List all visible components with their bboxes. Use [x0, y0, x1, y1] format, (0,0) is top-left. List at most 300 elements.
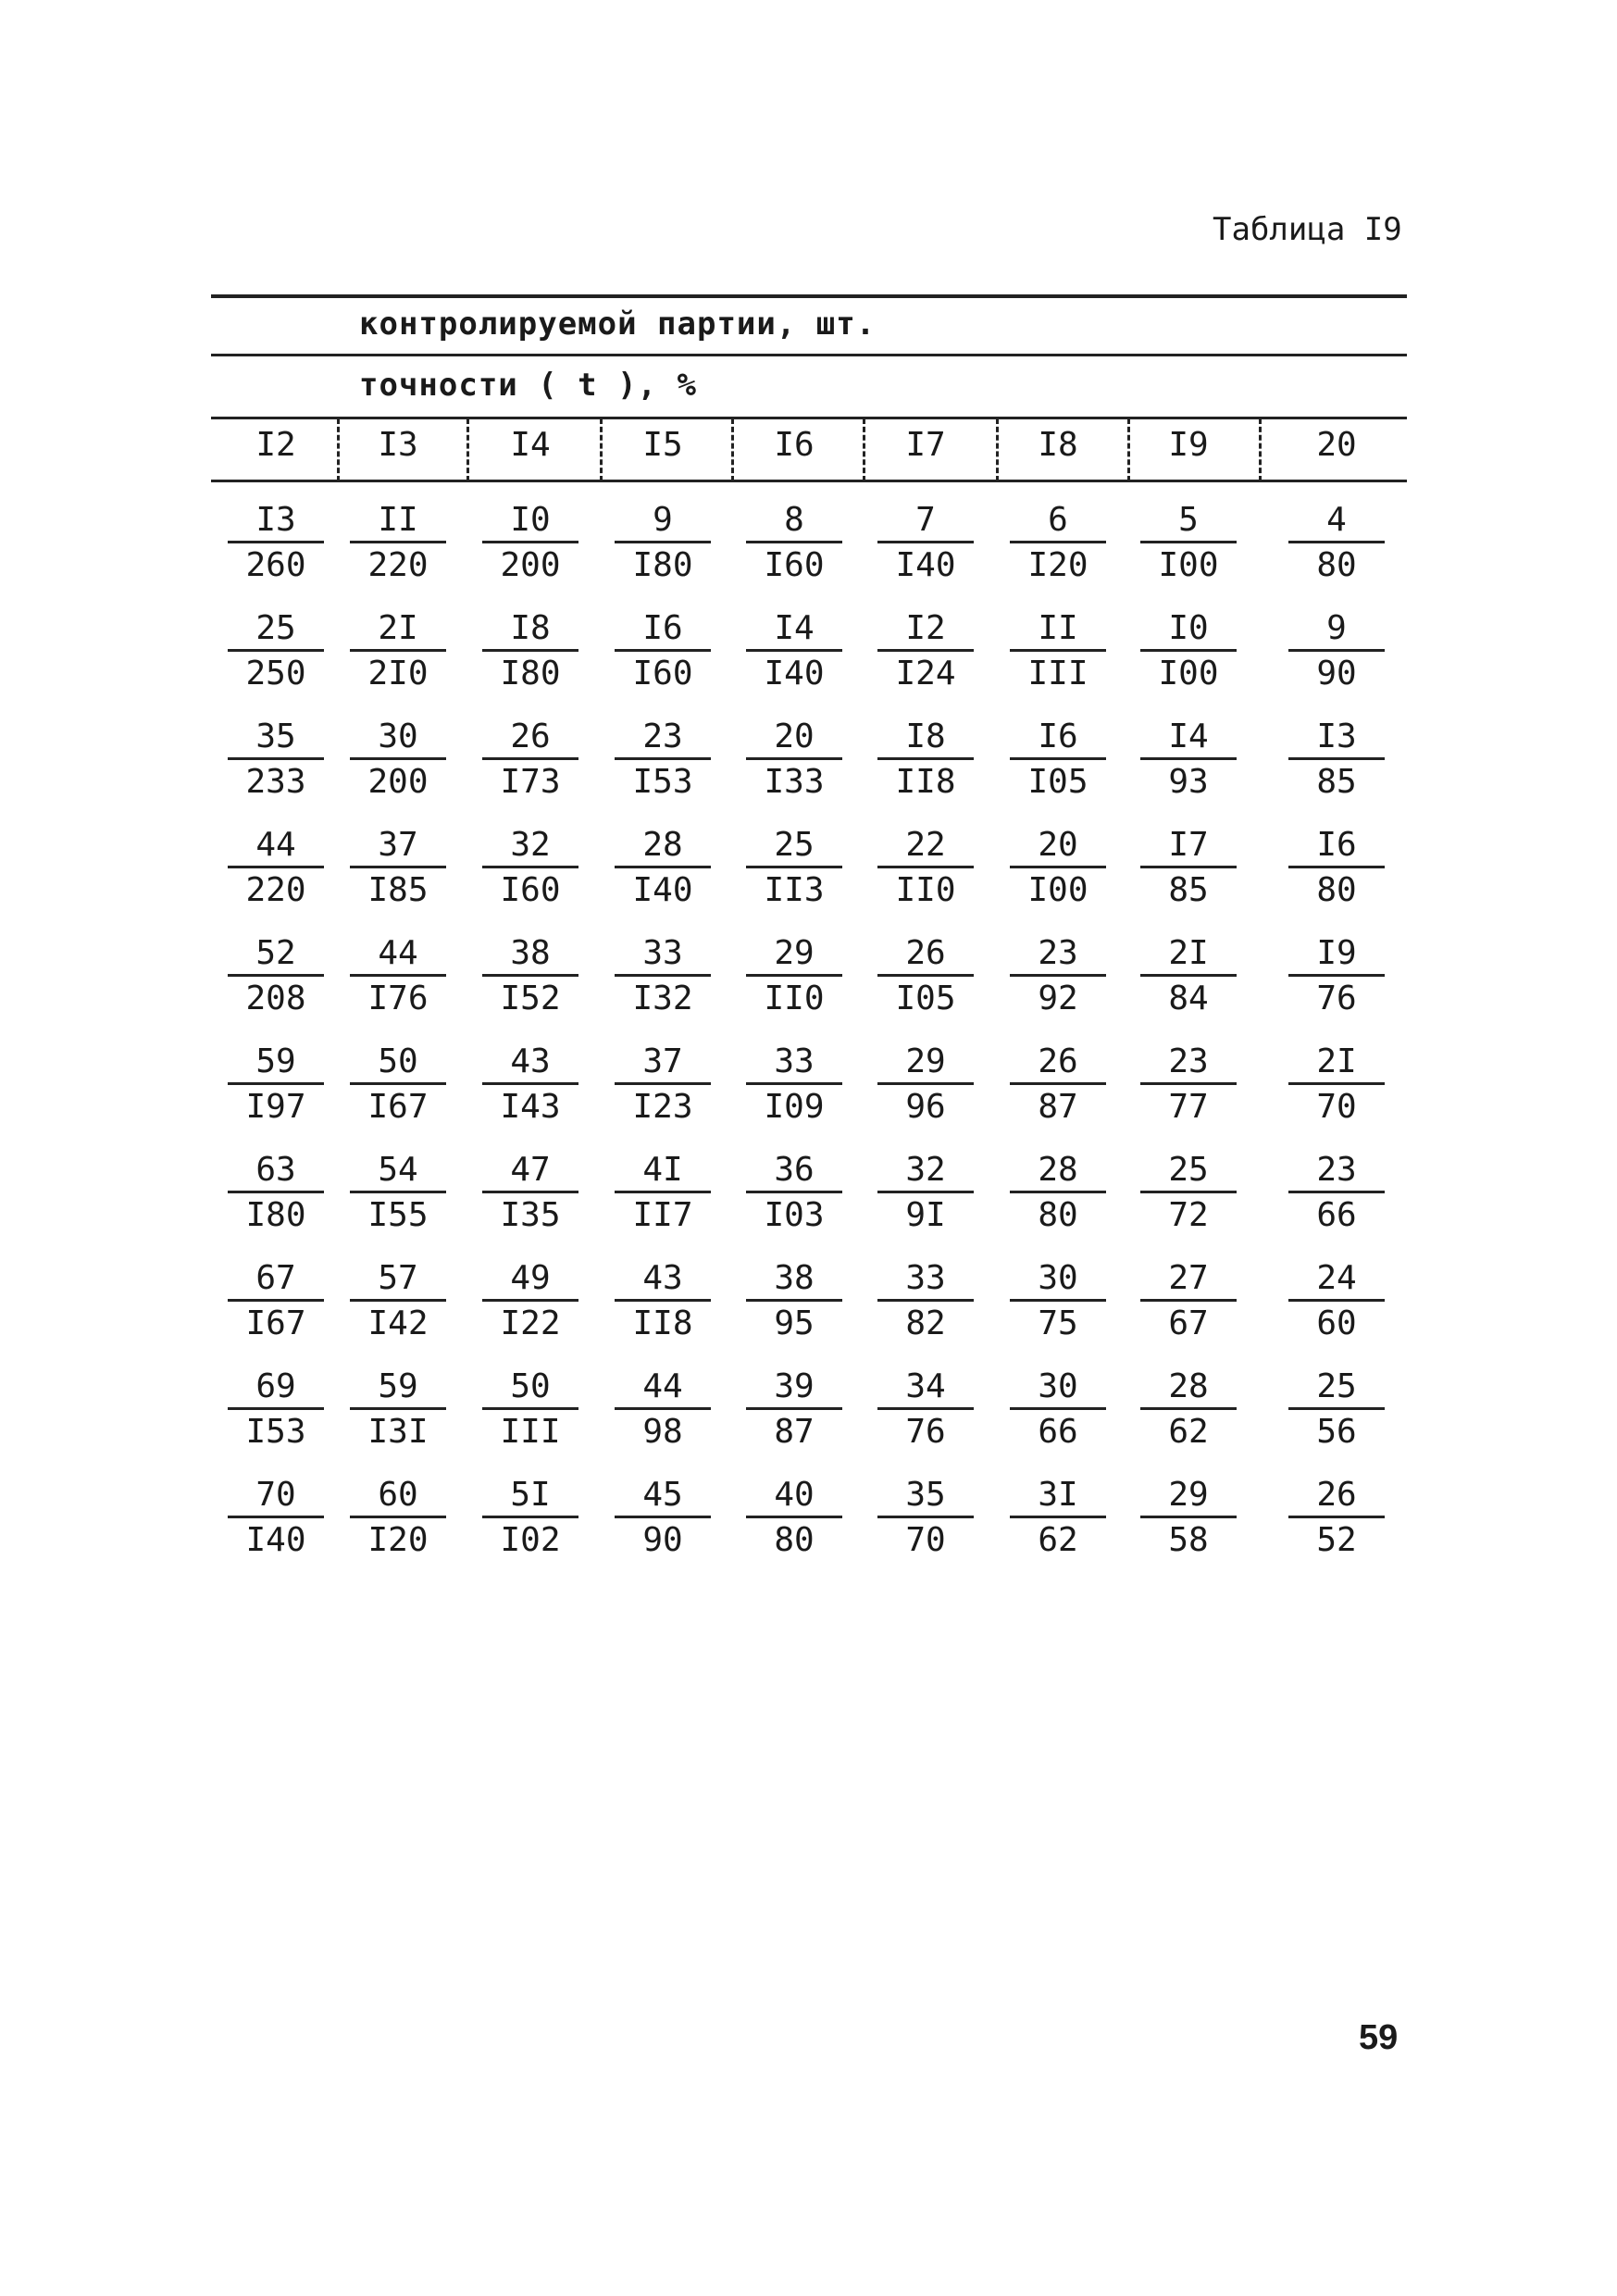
table-cell	[1282, 1258, 1391, 1344]
fraction-bar	[877, 1191, 974, 1193]
cell-bottom-value: I76	[367, 980, 429, 1017]
table-cell	[1134, 1042, 1243, 1128]
cell-top-value: 29	[905, 1042, 946, 1080]
cell-top-value: 43	[510, 1042, 551, 1080]
cell-top-value: I6	[1316, 826, 1357, 864]
fraction-bar	[746, 757, 842, 760]
table-cell	[476, 1258, 585, 1344]
header-bottom-rule	[211, 480, 1407, 482]
fraction-bar	[1140, 757, 1237, 760]
cell-top-value: 33	[774, 1042, 815, 1080]
table-cell	[343, 1366, 453, 1453]
cell-bottom-value: I22	[500, 1304, 561, 1342]
cell-top-value: 2I	[1168, 934, 1209, 972]
cell-top-value: 37	[642, 1042, 683, 1080]
cell-bottom-value: I3I	[367, 1413, 429, 1451]
table-cell	[740, 717, 849, 803]
table-cell	[1134, 1258, 1243, 1344]
fraction-bar	[350, 1407, 446, 1410]
fraction-bar	[350, 866, 446, 868]
cell-bottom-value: 80	[1038, 1196, 1078, 1234]
fraction-bar	[746, 541, 842, 543]
cell-bottom-value: 9I	[905, 1196, 946, 1234]
cell-bottom-value: 80	[1316, 871, 1357, 909]
cell-top-value: 22	[905, 826, 946, 864]
cell-bottom-value: I52	[500, 980, 561, 1017]
cell-bottom-value: I00	[1158, 655, 1219, 693]
fraction-bar	[1140, 1191, 1237, 1193]
cell-top-value: 30	[1038, 1259, 1078, 1297]
table-cell	[740, 608, 849, 694]
cell-bottom-value: 95	[774, 1304, 815, 1342]
fraction-bar	[1140, 1407, 1237, 1410]
table-cell	[343, 1150, 453, 1236]
cell-bottom-value: 2I0	[367, 655, 429, 693]
table-cell	[476, 825, 585, 911]
fraction-bar	[1010, 541, 1106, 543]
fraction-bar	[482, 974, 578, 977]
cell-top-value: 5I	[510, 1476, 551, 1514]
cell-bottom-value: II0	[764, 980, 825, 1017]
fraction-bar	[746, 974, 842, 977]
cell-bottom-value: 93	[1168, 763, 1209, 801]
fraction-bar	[228, 1516, 324, 1518]
cell-bottom-value: 62	[1168, 1413, 1209, 1451]
cell-top-value: 59	[378, 1367, 418, 1405]
fraction-bar	[615, 866, 711, 868]
fraction-bar	[482, 757, 578, 760]
header-line-2: точности ( t ), %	[359, 367, 697, 404]
cell-top-value: I8	[510, 609, 551, 647]
cell-top-value: 23	[1316, 1151, 1357, 1189]
cell-top-value: II	[1038, 609, 1078, 647]
table-top-rule	[211, 294, 1407, 298]
cell-top-value: 49	[510, 1259, 551, 1297]
table-cell	[871, 1042, 980, 1128]
header-rule-2	[211, 417, 1407, 419]
cell-bottom-value: II8	[895, 763, 956, 801]
cell-bottom-value: 76	[905, 1413, 946, 1451]
table-cell	[1003, 717, 1113, 803]
cell-bottom-value: I67	[367, 1088, 429, 1126]
column-header: I3	[378, 426, 418, 464]
table-cell	[608, 1258, 717, 1344]
table-cell	[1134, 825, 1243, 911]
fraction-bar	[350, 1191, 446, 1193]
fraction-bar	[877, 974, 974, 977]
cell-bottom-value: I40	[764, 655, 825, 693]
cell-top-value: II	[378, 501, 418, 539]
fraction-bar	[746, 1082, 842, 1085]
cell-top-value: I4	[1168, 718, 1209, 755]
table-cell	[740, 825, 849, 911]
cell-bottom-value: I05	[895, 980, 956, 1017]
cell-bottom-value: I40	[632, 871, 693, 909]
table-cell	[740, 1366, 849, 1453]
fraction-bar	[1010, 1299, 1106, 1302]
table-cell	[740, 1475, 849, 1561]
fraction-bar	[1010, 1516, 1106, 1518]
table-cell	[476, 1150, 585, 1236]
cell-top-value: 2I	[1316, 1042, 1357, 1080]
cell-top-value: 69	[255, 1367, 296, 1405]
cell-top-value: 25	[1316, 1367, 1357, 1405]
cell-top-value: I3	[255, 501, 296, 539]
cell-top-value: I8	[905, 718, 946, 755]
fraction-bar	[482, 1299, 578, 1302]
cell-top-value: 37	[378, 826, 418, 864]
cell-top-value: 70	[255, 1476, 296, 1514]
table-cell	[1282, 825, 1391, 911]
cell-top-value: 39	[774, 1367, 815, 1405]
table-cell	[1282, 608, 1391, 694]
column-header: 20	[1316, 426, 1357, 464]
cell-top-value: I4	[774, 609, 815, 647]
table-cell	[871, 1150, 980, 1236]
cell-bottom-value: I60	[764, 546, 825, 584]
cell-bottom-value: 220	[367, 546, 429, 584]
fraction-bar	[1140, 866, 1237, 868]
cell-bottom-value: 80	[774, 1521, 815, 1559]
cell-top-value: I9	[1316, 934, 1357, 972]
cell-top-value: I7	[1168, 826, 1209, 864]
cell-bottom-value: 62	[1038, 1521, 1078, 1559]
cell-top-value: 28	[1038, 1151, 1078, 1189]
cell-bottom-value: 66	[1316, 1196, 1357, 1234]
cell-top-value: 45	[642, 1476, 683, 1514]
table-cell	[871, 1366, 980, 1453]
fraction-bar	[877, 1299, 974, 1302]
fraction-bar	[1140, 649, 1237, 652]
cell-bottom-value: I67	[245, 1304, 306, 1342]
cell-top-value: 47	[510, 1151, 551, 1189]
cell-bottom-value: 52	[1316, 1521, 1357, 1559]
fraction-bar	[350, 649, 446, 652]
cell-top-value: 29	[1168, 1476, 1209, 1514]
cell-top-value: 52	[255, 934, 296, 972]
fraction-bar	[877, 1082, 974, 1085]
fraction-bar	[350, 541, 446, 543]
cell-top-value: 34	[905, 1367, 946, 1405]
fraction-bar	[746, 1516, 842, 1518]
table-cell	[1282, 933, 1391, 1019]
cell-bottom-value: 233	[245, 763, 306, 801]
cell-bottom-value: II3	[764, 871, 825, 909]
table-cell	[871, 500, 980, 586]
table-cell	[871, 825, 980, 911]
table-cell	[1134, 717, 1243, 803]
table-title: Таблица I9	[1213, 211, 1402, 248]
table-cell	[221, 1366, 330, 1453]
cell-top-value: 43	[642, 1259, 683, 1297]
table-cell	[608, 933, 717, 1019]
cell-top-value: 63	[255, 1151, 296, 1189]
table-cell	[608, 1150, 717, 1236]
fraction-bar	[350, 974, 446, 977]
table-cell	[1134, 1475, 1243, 1561]
table-cell	[608, 1042, 717, 1128]
cell-bottom-value: 77	[1168, 1088, 1209, 1126]
fraction-bar	[877, 866, 974, 868]
table-cell	[1282, 717, 1391, 803]
table-cell	[1003, 1042, 1113, 1128]
fraction-bar	[746, 866, 842, 868]
table-cell	[343, 825, 453, 911]
cell-bottom-value: 200	[367, 763, 429, 801]
cell-bottom-value: I73	[500, 763, 561, 801]
cell-top-value: 32	[905, 1151, 946, 1189]
fraction-bar	[615, 757, 711, 760]
fraction-bar	[228, 757, 324, 760]
fraction-bar	[350, 1516, 446, 1518]
cell-top-value: 7	[915, 501, 936, 539]
fraction-bar	[1010, 1407, 1106, 1410]
fraction-bar	[1010, 757, 1106, 760]
cell-top-value: 28	[642, 826, 683, 864]
cell-bottom-value: 75	[1038, 1304, 1078, 1342]
cell-bottom-value: 70	[1316, 1088, 1357, 1126]
cell-top-value: 59	[255, 1042, 296, 1080]
column-header: I4	[510, 426, 551, 464]
cell-bottom-value: I97	[245, 1088, 306, 1126]
fraction-bar	[1288, 974, 1385, 977]
cell-bottom-value: 260	[245, 546, 306, 584]
cell-top-value: I3	[1316, 718, 1357, 755]
cell-bottom-value: III	[1027, 655, 1088, 693]
cell-top-value: 40	[774, 1476, 815, 1514]
table-cell	[343, 1042, 453, 1128]
table-cell	[740, 1150, 849, 1236]
cell-top-value: 30	[378, 718, 418, 755]
fraction-bar	[228, 1407, 324, 1410]
cell-top-value: 2I	[378, 609, 418, 647]
table-cell	[476, 1366, 585, 1453]
cell-top-value: I0	[1168, 609, 1209, 647]
fraction-bar	[482, 1191, 578, 1193]
table-cell	[221, 1258, 330, 1344]
fraction-bar	[1010, 974, 1106, 977]
cell-top-value: 30	[1038, 1367, 1078, 1405]
fraction-bar	[1288, 757, 1385, 760]
cell-bottom-value: I05	[1027, 763, 1088, 801]
page-number: 59	[1359, 2018, 1399, 2057]
cell-bottom-value: I60	[500, 871, 561, 909]
cell-bottom-value: I80	[632, 546, 693, 584]
cell-top-value: 38	[774, 1259, 815, 1297]
table-cell	[343, 608, 453, 694]
column-header: I2	[255, 426, 296, 464]
table-cell	[476, 717, 585, 803]
cell-top-value: 38	[510, 934, 551, 972]
cell-bottom-value: 200	[500, 546, 561, 584]
table-cell	[221, 1150, 330, 1236]
cell-bottom-value: 220	[245, 871, 306, 909]
cell-bottom-value: I00	[1027, 871, 1088, 909]
cell-bottom-value: I60	[632, 655, 693, 693]
table-cell	[1003, 500, 1113, 586]
table-cell	[871, 1258, 980, 1344]
cell-bottom-value: 60	[1316, 1304, 1357, 1342]
fraction-bar	[228, 1299, 324, 1302]
fraction-bar	[1140, 974, 1237, 977]
cell-top-value: 57	[378, 1259, 418, 1297]
fraction-bar	[482, 866, 578, 868]
table-cell	[871, 1475, 980, 1561]
column-separator	[337, 418, 340, 481]
cell-bottom-value: I03	[764, 1196, 825, 1234]
fraction-bar	[1140, 1082, 1237, 1085]
fraction-bar	[615, 649, 711, 652]
cell-bottom-value: I32	[632, 980, 693, 1017]
cell-top-value: 25	[255, 609, 296, 647]
cell-top-value: I6	[1038, 718, 1078, 755]
cell-top-value: 5	[1178, 501, 1199, 539]
cell-bottom-value: I53	[632, 763, 693, 801]
cell-bottom-value: 58	[1168, 1521, 1209, 1559]
column-separator	[731, 418, 734, 481]
table-cell	[1134, 608, 1243, 694]
cell-bottom-value: 87	[1038, 1088, 1078, 1126]
cell-top-value: 23	[1168, 1042, 1209, 1080]
fraction-bar	[1140, 1299, 1237, 1302]
fraction-bar	[1288, 1407, 1385, 1410]
fraction-bar	[1288, 1516, 1385, 1518]
column-header: I8	[1038, 426, 1078, 464]
fraction-bar	[228, 541, 324, 543]
cell-top-value: 25	[1168, 1151, 1209, 1189]
cell-bottom-value: 72	[1168, 1196, 1209, 1234]
cell-bottom-value: 82	[905, 1304, 946, 1342]
table-cell	[221, 1475, 330, 1561]
cell-top-value: 25	[774, 826, 815, 864]
fraction-bar	[1288, 1299, 1385, 1302]
fraction-bar	[615, 1516, 711, 1518]
fraction-bar	[482, 541, 578, 543]
cell-top-value: 4	[1326, 501, 1347, 539]
fraction-bar	[1010, 649, 1106, 652]
cell-bottom-value: II8	[632, 1304, 693, 1342]
cell-top-value: 35	[905, 1476, 946, 1514]
cell-top-value: 44	[378, 934, 418, 972]
table-cell	[608, 1475, 717, 1561]
cell-bottom-value: 67	[1168, 1304, 1209, 1342]
cell-top-value: 29	[774, 934, 815, 972]
table-cell	[608, 717, 717, 803]
table-cell	[476, 500, 585, 586]
cell-bottom-value: 92	[1038, 980, 1078, 1017]
column-separator	[600, 418, 603, 481]
table-cell	[740, 1258, 849, 1344]
fraction-bar	[1288, 866, 1385, 868]
cell-top-value: 26	[1038, 1042, 1078, 1080]
cell-top-value: 26	[510, 718, 551, 755]
cell-top-value: 44	[255, 826, 296, 864]
fraction-bar	[228, 974, 324, 977]
cell-top-value: 20	[774, 718, 815, 755]
table-cell	[1282, 1366, 1391, 1453]
table-cell	[221, 825, 330, 911]
table-cell	[1003, 825, 1113, 911]
cell-top-value: 35	[255, 718, 296, 755]
fraction-bar	[615, 1407, 711, 1410]
fraction-bar	[746, 1191, 842, 1193]
table-cell	[1282, 1150, 1391, 1236]
cell-bottom-value: 90	[1316, 655, 1357, 693]
cell-top-value: 9	[653, 501, 673, 539]
cell-bottom-value: I43	[500, 1088, 561, 1126]
table-cell	[1003, 1366, 1113, 1453]
column-header: I5	[642, 426, 683, 464]
fraction-bar	[615, 1299, 711, 1302]
fraction-bar	[482, 1407, 578, 1410]
fraction-bar	[1010, 1191, 1106, 1193]
table-cell	[608, 608, 717, 694]
cell-top-value: 60	[378, 1476, 418, 1514]
fraction-bar	[877, 541, 974, 543]
cell-bottom-value: 85	[1316, 763, 1357, 801]
fraction-bar	[228, 866, 324, 868]
cell-bottom-value: I80	[245, 1196, 306, 1234]
cell-bottom-value: 84	[1168, 980, 1209, 1017]
fraction-bar	[615, 1082, 711, 1085]
table-cell	[221, 717, 330, 803]
cell-bottom-value: I85	[367, 871, 429, 909]
table-cell	[221, 1042, 330, 1128]
fraction-bar	[1010, 1082, 1106, 1085]
table-cell	[476, 1042, 585, 1128]
column-separator	[466, 418, 469, 481]
fraction-bar	[1288, 649, 1385, 652]
table-cell	[608, 500, 717, 586]
table-cell	[1134, 1150, 1243, 1236]
table-cell	[476, 933, 585, 1019]
cell-top-value: 50	[510, 1367, 551, 1405]
table-cell	[1282, 1042, 1391, 1128]
table-cell	[1282, 500, 1391, 586]
cell-top-value: 9	[1326, 609, 1347, 647]
cell-top-value: 32	[510, 826, 551, 864]
fraction-bar	[746, 649, 842, 652]
table-cell	[343, 717, 453, 803]
table-cell	[343, 933, 453, 1019]
cell-top-value: 23	[642, 718, 683, 755]
cell-top-value: 36	[774, 1151, 815, 1189]
table-cell	[1134, 1366, 1243, 1453]
fraction-bar	[350, 1082, 446, 1085]
column-separator	[863, 418, 865, 481]
table-cell	[1003, 933, 1113, 1019]
cell-bottom-value: 80	[1316, 546, 1357, 584]
cell-bottom-value: I24	[895, 655, 956, 693]
cell-bottom-value: III	[500, 1413, 561, 1451]
table-cell	[343, 1475, 453, 1561]
column-separator	[1127, 418, 1130, 481]
cell-bottom-value: II7	[632, 1196, 693, 1234]
table-cell	[740, 933, 849, 1019]
cell-bottom-value: I00	[1158, 546, 1219, 584]
table-cell	[1003, 1475, 1113, 1561]
fraction-bar	[877, 757, 974, 760]
cell-bottom-value: 76	[1316, 980, 1357, 1017]
fraction-bar	[877, 649, 974, 652]
table-cell	[1134, 500, 1243, 586]
cell-top-value: 4I	[642, 1151, 683, 1189]
cell-bottom-value: 98	[642, 1413, 683, 1451]
column-separator	[996, 418, 999, 481]
table-cell	[343, 1258, 453, 1344]
cell-top-value: 50	[378, 1042, 418, 1080]
cell-bottom-value: 208	[245, 980, 306, 1017]
